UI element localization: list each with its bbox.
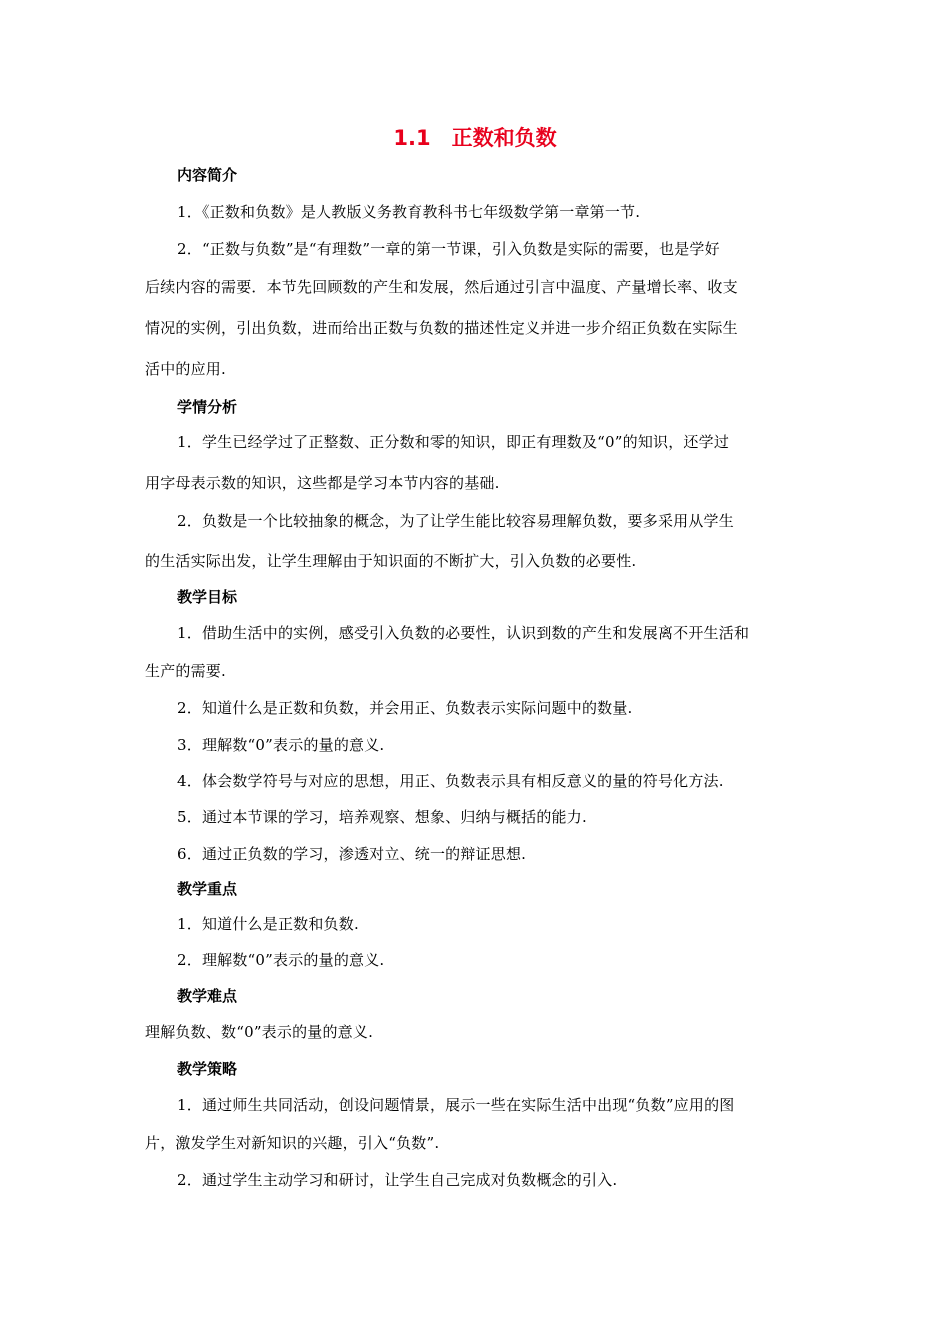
section-heading-key-points: 教学重点: [177, 880, 238, 898]
paragraph-line: 2．负数是一个比较抽象的概念，为了让学生能比较容易理解负数，要多采用从学生: [177, 512, 734, 530]
section-heading-intro: 内容简介: [177, 166, 238, 184]
paragraph-line: 6．通过正负数的学习，渗透对立、统一的辩证思想.: [177, 845, 527, 863]
paragraph-line: 2．理解数“0”表示的量的意义.: [177, 951, 385, 969]
section-heading-difficulties: 教学难点: [177, 987, 238, 1005]
paragraph-line: 2．“正数与负数”是“有理数”一章的第一节课，引入负数是实际的需要，也是学好: [177, 240, 720, 258]
paragraph-line: 用字母表示数的知识，这些都是学习本节内容的基础.: [145, 474, 500, 492]
paragraph-line: 1．知道什么是正数和负数.: [177, 915, 359, 933]
paragraph-line: 理解负数、数“0”表示的量的意义.: [145, 1023, 374, 1041]
section-heading-strategy: 教学策略: [177, 1060, 238, 1078]
paragraph-line: 4．体会数学符号与对应的思想，用正、负数表示具有相反意义的量的符号化方法.: [177, 772, 724, 790]
document-title: 1.1 正数和负数: [393, 126, 557, 150]
paragraph-line: 2．通过学生主动学习和研讨，让学生自己完成对负数概念的引入.: [177, 1171, 618, 1189]
paragraph-line: 1．学生已经学过了正整数、正分数和零的知识，即正有理数及“0”的知识，还学过: [177, 433, 730, 451]
paragraph-line: 的生活实际出发，让学生理解由于知识面的不断扩大，引入负数的必要性.: [145, 552, 637, 570]
paragraph-line: 1．借助生活中的实例，感受引入负数的必要性，认识到数的产生和发展离不开生活和: [177, 624, 750, 642]
section-heading-goals: 教学目标: [177, 588, 238, 606]
paragraph-line: 生产的需要.: [145, 662, 226, 680]
section-heading-analysis: 学情分析: [177, 398, 238, 416]
paragraph-line: 3．理解数“0”表示的量的意义.: [177, 736, 385, 754]
paragraph-line: 2．知道什么是正数和负数，并会用正、负数表示实际问题中的数量.: [177, 699, 633, 717]
paragraph-line: 1．《正数和负数》是人教版义务教育教科书七年级数学第一章第一节.: [177, 203, 641, 221]
paragraph-line: 后续内容的需要．本节先回顾数的产生和发展，然后通过引言中温度、产量增长率、收支: [145, 278, 738, 296]
paragraph-line: 情况的实例，引出负数，进而给出正数与负数的描述性定义并进一步介绍正负数在实际生: [145, 319, 738, 337]
paragraph-line: 1．通过师生共同活动，创设问题情景，展示一些在实际生活中出现“负数”应用的图: [177, 1096, 735, 1114]
paragraph-line: 5．通过本节课的学习，培养观察、想象、归纳与概括的能力.: [177, 808, 587, 826]
paragraph-line: 片，激发学生对新知识的兴趣，引入“负数”.: [145, 1134, 440, 1152]
paragraph-line: 活中的应用.: [145, 360, 226, 378]
